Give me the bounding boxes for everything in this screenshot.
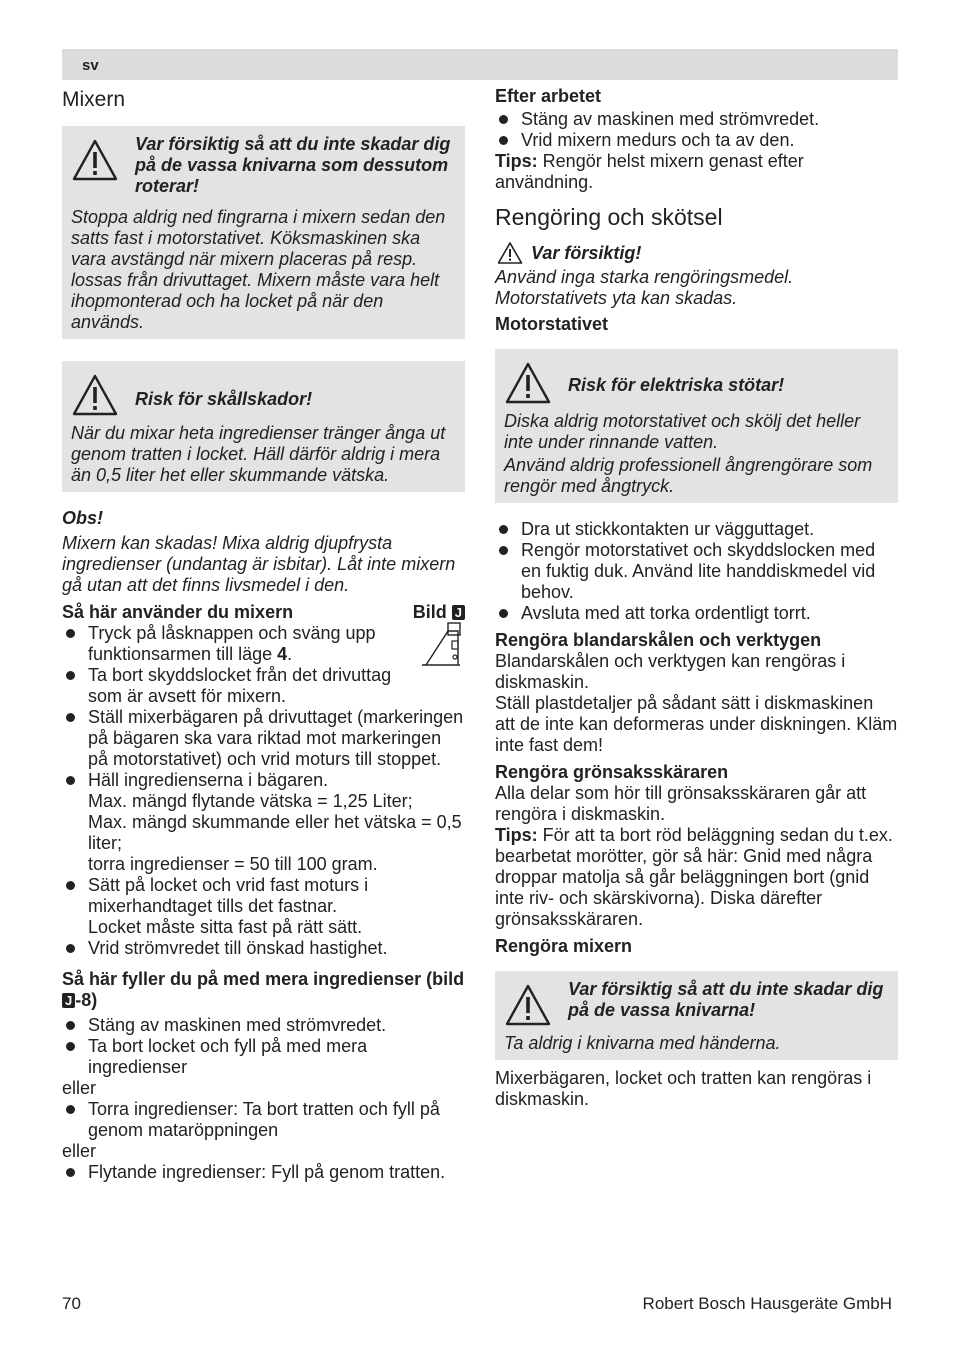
warning-text: Ta aldrig i knivarna med händerna. [504,1033,781,1053]
list-item [62,665,465,707]
bowl-heading: Rengöra blandarskålen och verktygen [495,630,822,650]
list-item-text: Dra ut stickkontakten ur vägguttaget. [521,519,815,539]
list-item-note: Max. mängd skummande eller het vätska = 0,5 liter; [88,812,462,853]
list-item [62,707,465,770]
or-text: eller [62,1141,97,1161]
mixer-clean-text: Mixerbägaren, locket och tratten kan rengöras i diskmaskin. [495,1068,872,1109]
fill-heading-ref-close: -8) [75,990,98,1010]
warning-text: Använd aldrig professionell ångrengörare som rengör med ångtryck. [504,455,873,496]
use-heading-row [62,602,465,623]
list-item [495,130,898,151]
warning-triangle-icon [497,241,523,265]
list-item-text: Stäng av maskinen med strömvredet. [88,1015,387,1035]
list-item-text: Rengör motorstativet och skyddslocken med en fuktig duk. Använd lite handdiskmedel vid behov. [521,540,876,602]
list-item [62,875,465,938]
warning-box-knives-2 [495,971,898,1060]
list-item-text: Häll ingredienserna i bägaren. [88,770,329,790]
bowl-text-2: Ställ plastdetaljer på sådant sätt i diskmaskinen att de inte kan deformeras under diskningen. Kläm inte fast dem! [495,693,898,755]
page-number: 70 [62,1294,81,1313]
list-item-note: Locket måste sitta fast på rätt sätt. [88,917,363,937]
tips-label: Tips: [495,825,538,845]
obs-title: Obs! [62,508,104,528]
fill-heading-text: Så här fyller du på med mera ingredienser [62,969,422,989]
fill-steps-list-dry [62,1099,465,1141]
warning-head [504,357,889,405]
list-item-text: Stäng av maskinen med strömvredet. [521,109,820,129]
warning-title: Risk för skållskador! [135,389,313,409]
mixer-clean-heading: Rengöra mixern [495,936,633,956]
warning-text: Stoppa aldrig ned fingrarna i mixern sedan den satts fast i motorstativet. Köksmaskinen ska vara avstängd när mixern placeras på resp. lossas från drivuttaget. Mixern måste vara helt ihopmonterad och ha locket på när den används. [71,207,446,332]
caution-text: Använd inga starka rengöringsmedel. Motorstativets yta kan skadas. [495,267,794,308]
language-bar [62,49,898,80]
list-item-text: Tryck på låsknappen och sväng upp funktionsarmen till läge [88,623,376,664]
bild-letter-badge: J [62,993,75,1008]
right-column [495,86,898,1110]
use-heading: Så här använder du mixern [62,602,294,622]
fill-steps-list [62,1015,465,1078]
after-tips [495,151,898,193]
list-item [62,1099,465,1141]
use-steps-list [62,623,465,959]
list-item [495,109,898,130]
list-item [62,770,465,875]
warning-title: Var försiktig så att du inte skadar dig på de vassa knivarna som dessutom roterar! [135,134,451,196]
veg-text: Alla delar som hör till grönsaksskäraren går att rengöra i diskmaskin. [495,783,867,824]
list-item-text: Torra ingredienser: Ta bort tratten och fyll på genom mataröppningen [88,1099,440,1140]
use-list-wrap [62,623,465,959]
veg-heading: Rengöra grönsaksskäraren [495,762,729,782]
fill-heading-ref: (bild [426,969,465,989]
list-item-note: torra ingredienser = 50 till 100 gram. [88,854,378,874]
bowl-text: Blandarskålen och verktygen kan rengöras i diskmaskin. [495,651,846,692]
bild-letter-badge: J [452,605,465,620]
fill-steps-list-liquid [62,1162,465,1183]
list-item: Tryck på låsknappen och sväng upp funktionsarmen till läge 4. [62,623,465,665]
motor-heading: Motorstativet [495,314,609,334]
warning-box-electric [495,349,898,503]
list-item [495,540,898,603]
warning-triangle-icon [71,373,119,417]
company-name: Robert Bosch Hausgeräte GmbH [642,1294,892,1313]
warning-box-knives [62,126,465,339]
list-item-text: Ta bort skyddslocket från det drivuttag som är avsett för mixern. [88,665,392,706]
motor-steps-list [495,519,898,624]
warning-text: Diska aldrig motorstativet och skölj det heller inte under rinnande vatten. [504,411,861,452]
list-item-text: Vrid strömvredet till önskad hastighet. [88,938,388,958]
caution-title: Var försiktig! [531,242,642,263]
warning-text: När du mixar heta ingredienser tränger ånga ut genom tratten i locket. Häll därför aldrig i mera än 0,5 liter het eller skummande vätska. [71,423,446,485]
list-item [62,1036,465,1078]
warning-triangle-icon [504,361,552,405]
warning-head [504,979,889,1027]
warning-head [71,134,456,197]
tips-text: För att ta bort röd beläggning sedan du t.ex. bearbetat morötter, gör så här: Gnid med några droppar matolja så går beläggningen bort (gnid inte riv- och skärskivorna). Diska därefter grönsaksskäraren. [495,825,893,929]
tips-text: Rengör helst mixern genast efter användning. [495,151,804,192]
language-code: sv [82,57,99,74]
list-item-text: Avsluta med att torka ordentligt torrt. [521,603,811,623]
fill-heading [62,969,465,1011]
warning-triangle-icon [71,138,119,182]
list-item-text: Flytande ingredienser: Fyll på genom tratten. [88,1162,446,1182]
warning-title: Var försiktig så att du inte skadar dig på de vassa knivarna! [568,979,884,1020]
position-number: 4 [277,644,288,664]
veg-tips [495,825,898,930]
caution-heading [495,241,898,265]
list-item [495,519,898,540]
warning-box-scald [62,361,465,492]
section-title-mixer: Mixern [62,88,126,111]
list-item-text: Ställ mixerbägaren på drivuttaget (markeringen på bägaren ska vara riktad mot markeringen på motorstativet) och vrid moturs till stoppet. [88,707,464,769]
list-item [495,603,898,624]
warning-triangle-icon [504,983,552,1027]
warning-head [71,369,456,417]
list-item-note: Max. mängd flytande vätska = 1,25 Liter; [88,791,413,811]
tips-label: Tips: [495,151,538,171]
list-item-text: Sätt på locket och vrid fast moturs i mixerhandtaget tills det fastnar. [88,875,369,916]
list-item-text: Ta bort locket och fyll på med mera ingredienser [88,1036,368,1077]
list-item [62,938,465,959]
obs-text: Mixern kan skadas! Mixa aldrig djupfrysta ingredienser (undantag är isbitar). Låt inte mixern gå utan att det finns livsmedel i den. [62,533,456,595]
section-title-cleaning: Rengöring och skötsel [495,204,723,230]
left-column [62,86,465,1183]
after-heading: Efter arbetet [495,86,602,106]
warning-title: Risk för elektriska stötar! [568,375,785,395]
bild-label: Bild [412,602,447,622]
after-steps-list [495,109,898,151]
list-item-text: Vrid mixern medurs och ta av den. [521,130,795,150]
or-text: eller [62,1078,97,1098]
list-item [62,1162,465,1183]
list-item [62,1015,465,1036]
